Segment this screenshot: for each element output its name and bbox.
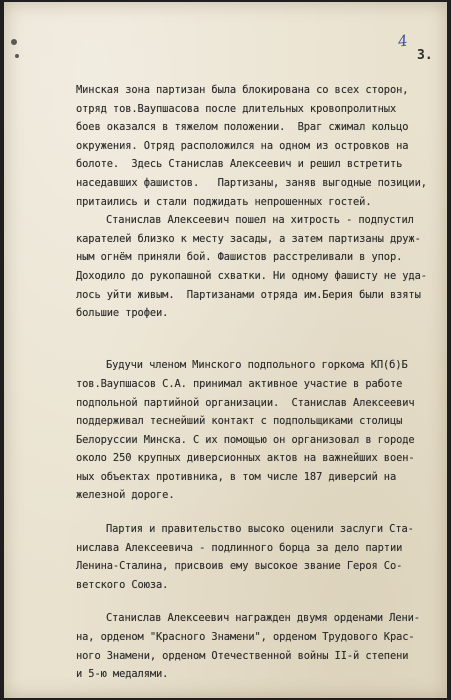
paragraph <box>76 609 436 683</box>
text-line: Партия и правительство высоко оценили заслуги Ста- <box>106 523 414 536</box>
text-line: Будучи членом Минского подпольного горкома КП(б)Б <box>106 359 408 372</box>
text-line: Белоруссии Минска. С их помощью он организовал в городе <box>76 433 415 446</box>
text-line: около 250 крупных диверсионных актов на важнейших воен- <box>76 452 415 465</box>
text-line: железной дороге. <box>76 489 175 502</box>
text-line: ным огнём приняли бой. Фашистов расстреливали в упор. <box>76 251 403 264</box>
binding-hole <box>11 39 17 45</box>
text-line: болоте. Здесь Станислав Алексеевич и решил встретить <box>76 158 403 171</box>
paragraph <box>76 520 436 594</box>
text-line: наседавших фашистов. Партизаны, заняв выгодные позиции, <box>76 176 427 189</box>
paragraph-gap <box>76 505 436 520</box>
text-line: поддерживал теснейший контакт с подпольщиками столицы <box>76 415 403 428</box>
document-page <box>4 2 447 698</box>
document-body <box>76 81 436 684</box>
text-line: ных объектах противника, в том числе 187 диверсий на <box>76 470 397 483</box>
text-line: на, орденом "Красного Знамени", орденом Трудового Крас- <box>76 631 415 644</box>
text-line: окружения. Отряд расположился на одном из островков на <box>76 139 409 152</box>
text-line: Станислав Алексеевич пошел на хитрость - подпустил <box>106 214 414 227</box>
text-line: большие трофеи. <box>76 307 169 320</box>
text-line: Минская зона партизан была блокирована со всех сторон, <box>76 84 409 96</box>
text-line: боев оказался в тяжелом положении. Враг сжимал кольцо <box>76 121 409 134</box>
handwritten-mark: 4 <box>396 31 409 51</box>
text-line: Ленина-Сталина, присвоив ему высокое звание Героя Со- <box>76 560 403 573</box>
text-line: лось уйти живым. Партизанами отряда им.Берия были взяты <box>76 288 421 301</box>
page-number: 3. <box>417 48 433 63</box>
paragraph <box>76 356 436 505</box>
text-line: отряд тов.Ваупшасова после длительных кровопролитных <box>76 102 397 115</box>
binding-hole <box>15 54 19 58</box>
text-line: ветского Союза. <box>76 578 169 591</box>
text-line: подпольной партийной организации. Станислав Алексеевич <box>76 396 415 409</box>
text-line <box>76 323 436 342</box>
paragraph-gap <box>76 341 436 356</box>
text-line: тов.Ваупшасов С.А. принимал активное участие в работе <box>76 377 403 390</box>
paragraph <box>76 211 436 341</box>
text-line: карателей близко к месту засады, а затем партизаны друж- <box>76 232 421 245</box>
text-line: ного Знамени, орденом Отечественной войны II-й степени <box>76 649 409 662</box>
paragraph <box>76 81 436 211</box>
text-line: нислава Алексеевича - подлинного борца за дело партии <box>76 541 403 554</box>
text-line: притаились и стали поджидать непрошенных гостей. <box>76 195 372 208</box>
paragraph-gap <box>76 594 436 609</box>
text-line: Доходило до рукопашной схватки. Ни одному фашисту не уда- <box>76 269 427 282</box>
text-line: Станислав Алексеевич награжден двумя орденами Лени- <box>106 612 420 625</box>
text-line: и 5-ю медалями. <box>76 668 169 681</box>
